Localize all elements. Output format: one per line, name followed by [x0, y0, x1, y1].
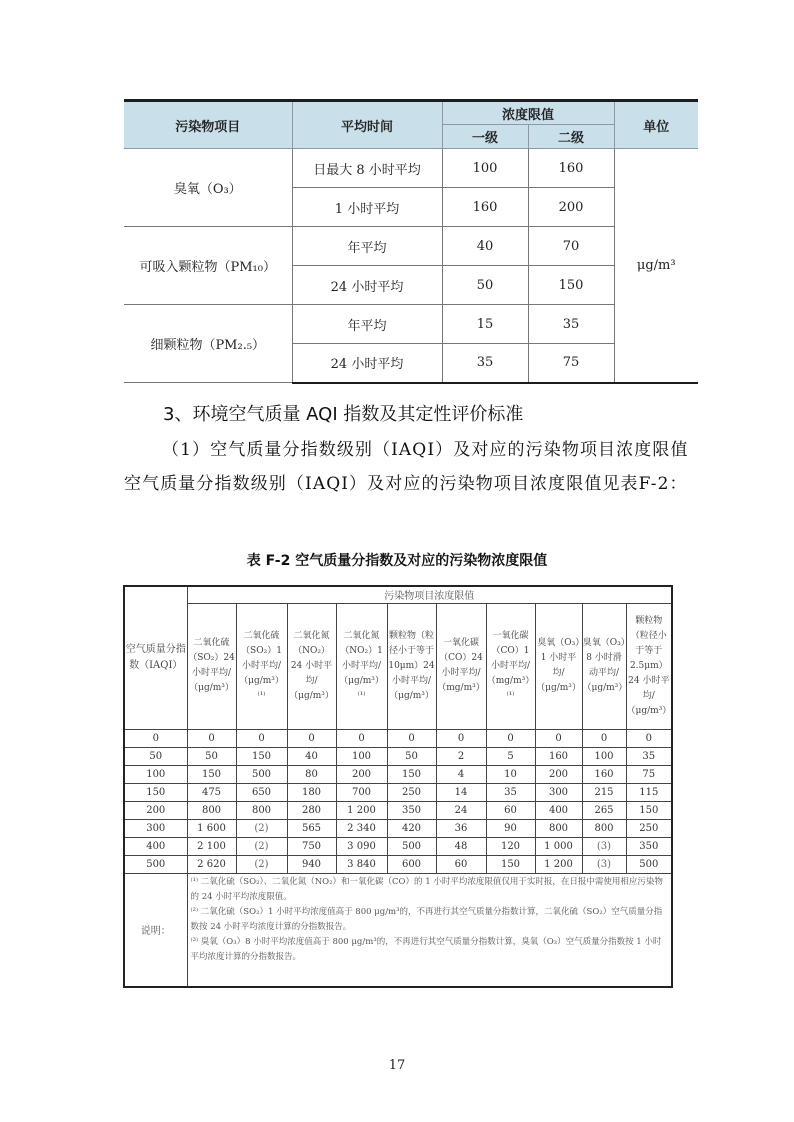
iaqi-value: 100 [124, 765, 187, 783]
table-cell: 1 600 [187, 819, 236, 837]
pollutant-name: 细颗粒物（PM₂.₅） [124, 305, 292, 383]
header-grade1: 一级 [442, 125, 528, 149]
iaqi-value: 400 [124, 837, 187, 855]
table-cell: 800 [187, 801, 236, 819]
table-cell: 0 [535, 729, 582, 747]
grade2-value: 70 [528, 227, 614, 266]
section-heading: 3、环境空气质量 AQI 指数及其定性评价标准 [163, 404, 524, 425]
notes [187, 873, 672, 987]
table-cell: 0 [582, 729, 626, 747]
table-cell: 350 [626, 837, 672, 855]
table-row [124, 855, 672, 873]
table-cell: 14 [436, 783, 486, 801]
table-cell: 90 [486, 819, 535, 837]
table-cell: 150 [187, 765, 236, 783]
table-row [124, 149, 698, 188]
note-3: ⁽³⁾ 臭氧（O₃）8 小时平均浓度值高于 800 μg/m³的，不再进行其空气质量分指数计算，臭氧（O₃）空气质量分指数按 1 小时平均浓度计算的分指数报告。 [190, 936, 662, 962]
table-cell: 600 [387, 855, 436, 873]
table-row [124, 765, 672, 783]
column-header: 颗粒物（粒径小于等于10μm）24 小时平均/（μg/m³） [387, 603, 436, 729]
grade1-value: 40 [442, 227, 528, 266]
table-cell: 0 [436, 729, 486, 747]
table-cell: 0 [486, 729, 535, 747]
table-cell: 800 [535, 819, 582, 837]
table-cell: 60 [486, 801, 535, 819]
header-pollutant: 污染物项目 [124, 101, 292, 149]
table-cell: 0 [387, 729, 436, 747]
table-row [124, 837, 672, 855]
table-cell: 0 [336, 729, 387, 747]
table-cell: 24 [436, 801, 486, 819]
column-header: 臭氧（O₃）8 小时滑动平均/（μg/m³） [582, 603, 626, 729]
table-cell: 0 [236, 729, 287, 747]
header-unit: 单位 [614, 101, 698, 149]
table-cell: 700 [336, 783, 387, 801]
grade2-value: 35 [528, 305, 614, 344]
table-cell: 160 [582, 765, 626, 783]
table-cell: 565 [287, 819, 336, 837]
table-cell: 800 [236, 801, 287, 819]
pollutant-name: 可吸入颗粒物（PM₁₀） [124, 227, 292, 305]
table-row [124, 305, 698, 344]
table-cell: 420 [387, 819, 436, 837]
grade1-value: 15 [442, 305, 528, 344]
column-header: 颗粒物（粒径小于等于2.5μm）24 小时平均/（μg/m³） [626, 603, 672, 729]
table-cell: 180 [287, 783, 336, 801]
averaging-time: 1 小时平均 [292, 188, 442, 227]
table-cell: 100 [582, 747, 626, 765]
table-cell: 1 200 [336, 801, 387, 819]
table-cell: 0 [187, 729, 236, 747]
iaqi-value: 50 [124, 747, 187, 765]
header-concentration-limit: 浓度限值 [442, 101, 614, 125]
table-cell: 0 [287, 729, 336, 747]
table-cell: 265 [582, 801, 626, 819]
table-caption: 表 F-2 空气质量分指数及对应的污染物浓度限值 [246, 553, 548, 569]
table-cell: 280 [287, 801, 336, 819]
table-cell: 650 [236, 783, 287, 801]
grade2-value: 75 [528, 344, 614, 383]
iaqi-value: 200 [124, 801, 187, 819]
table-cell: 150 [387, 765, 436, 783]
table-cell: 120 [486, 837, 535, 855]
table-row [124, 227, 698, 266]
pollutant-limit-table [124, 99, 698, 384]
unit-value: μg/m³ [614, 149, 698, 383]
table-cell: 500 [387, 837, 436, 855]
table-cell: 1 000 [535, 837, 582, 855]
table-cell: (3) [582, 855, 626, 873]
iaqi-value: 500 [124, 855, 187, 873]
table-cell: 10 [486, 765, 535, 783]
table-cell: 0 [626, 729, 672, 747]
averaging-time: 年平均 [292, 227, 442, 266]
table-cell: 36 [436, 819, 486, 837]
table-cell: 115 [626, 783, 672, 801]
table-row [124, 819, 672, 837]
table-row [124, 747, 672, 765]
pollutant-name: 臭氧（O₃） [124, 149, 292, 227]
iaqi-value: 0 [124, 729, 187, 747]
table-cell: 50 [187, 747, 236, 765]
table-cell: 500 [236, 765, 287, 783]
table-cell: (2) [236, 855, 287, 873]
table-cell: 75 [626, 765, 672, 783]
table-cell: 400 [535, 801, 582, 819]
table-cell: 150 [486, 855, 535, 873]
grade2-value: 200 [528, 188, 614, 227]
iaqi-table [123, 585, 673, 988]
table-row [124, 783, 672, 801]
table-row [124, 729, 672, 747]
table-cell: 35 [486, 783, 535, 801]
averaging-time: 年平均 [292, 305, 442, 344]
table-cell: 40 [287, 747, 336, 765]
table-cell: 100 [336, 747, 387, 765]
table-cell: 5 [486, 747, 535, 765]
column-header: 二氧化硫（SO₂）24 小时平均/（μg/m³） [187, 603, 236, 729]
column-header: 臭氧（O₃）1 小时平均/（μg/m³） [535, 603, 582, 729]
table-row [124, 801, 672, 819]
column-header: 一氧化碳（CO）24 小时平均/（mg/m³） [436, 603, 486, 729]
header-pollutant-limits: 污染物项目浓度限值 [187, 586, 672, 603]
page-number: 17 [388, 1058, 406, 1073]
table-cell: 80 [287, 765, 336, 783]
table-cell: 200 [336, 765, 387, 783]
table-cell: (3) [582, 837, 626, 855]
table-cell: 800 [582, 819, 626, 837]
note-2: ⁽²⁾ 二氧化硫（SO₂）1 小时平均浓度值高于 800 μg/m³的，不再进行其空气质量分指数计算，二氧化硫（SO₂）空气质量分指数按 24 小时平均浓度计算的分指数报告。 [190, 906, 663, 932]
grade1-value: 160 [442, 188, 528, 227]
body-paragraph: （1）空气质量分指数级别（IAQI）及对应的污染物项目浓度限值空气质量分指数级别（IAQI）及对应的污染物项目浓度限值见表F-2： [124, 440, 689, 494]
iaqi-value: 300 [124, 819, 187, 837]
table-cell: 4 [436, 765, 486, 783]
table-cell: 475 [187, 783, 236, 801]
table-cell: 200 [535, 765, 582, 783]
table-cell: 160 [535, 747, 582, 765]
table-cell: 2 340 [336, 819, 387, 837]
table-cell: 350 [387, 801, 436, 819]
table-cell: 48 [436, 837, 486, 855]
header-iaqi: 空气质量分指数（IAQI） [124, 586, 187, 729]
grade1-value: 100 [442, 149, 528, 188]
table-cell: 2 620 [187, 855, 236, 873]
table-cell: 3 840 [336, 855, 387, 873]
grade2-value: 150 [528, 266, 614, 305]
note-1: ⁽¹⁾ 二氧化硫（SO₂）、二氧化氮（NO₂）和一氧化碳（CO）的 1 小时平均浓度限值仅用于实时报，在日报中需使用相应污染物的 24 小时平均浓度限值。 [190, 876, 663, 902]
header-averaging-time: 平均时间 [292, 101, 442, 149]
table-cell: 35 [626, 747, 672, 765]
table-cell: 3 090 [336, 837, 387, 855]
table-cell: 215 [582, 783, 626, 801]
grade1-value: 35 [442, 344, 528, 383]
averaging-time: 24 小时平均 [292, 344, 442, 383]
notes-label: 说明： [124, 873, 187, 987]
averaging-time: 24 小时平均 [292, 266, 442, 305]
column-header: 二氧化氮（NO₂）24 小时平均/（μg/m³） [287, 603, 336, 729]
column-header: 二氧化氮（NO₂）1 小时平均/（μg/m³）⁽¹⁾ [336, 603, 387, 729]
table-cell: 2 100 [187, 837, 236, 855]
table-cell: 300 [535, 783, 582, 801]
table-cell: 250 [387, 783, 436, 801]
averaging-time: 日最大 8 小时平均 [292, 149, 442, 188]
column-header: 一氧化碳（CO）1 小时平均/（mg/m³）⁽¹⁾ [486, 603, 535, 729]
table-cell: (2) [236, 819, 287, 837]
table-cell: 500 [626, 855, 672, 873]
column-header: 二氧化硫（SO₂）1 小时平均/（μg/m³）⁽¹⁾ [236, 603, 287, 729]
iaqi-value: 150 [124, 783, 187, 801]
table-cell: 940 [287, 855, 336, 873]
table-cell: (2) [236, 837, 287, 855]
grade1-value: 50 [442, 266, 528, 305]
table-cell: 750 [287, 837, 336, 855]
table-cell: 150 [236, 747, 287, 765]
table-cell: 2 [436, 747, 486, 765]
table-cell: 60 [436, 855, 486, 873]
grade2-value: 160 [528, 149, 614, 188]
table-cell: 50 [387, 747, 436, 765]
header-grade2: 二级 [528, 125, 614, 149]
table-cell: 250 [626, 819, 672, 837]
table-cell: 1 200 [535, 855, 582, 873]
table-cell: 150 [626, 801, 672, 819]
